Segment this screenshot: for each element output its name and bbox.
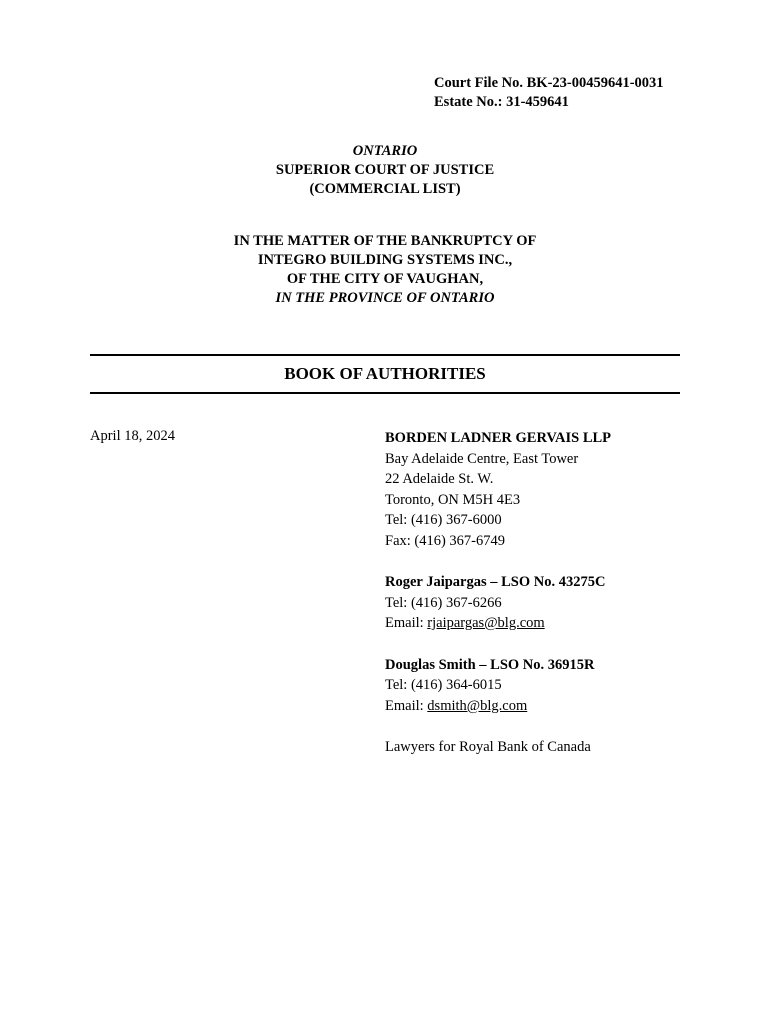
firm-address-3: Toronto, ON M5H 4E3 [385, 491, 521, 508]
matter-line-1: IN THE MATTER OF THE BANKRUPTCY OF [233, 233, 537, 249]
court-file-number: Court File No. BK-23-00459641-0031 [434, 75, 664, 91]
document-date: April 18, 2024 [90, 428, 175, 444]
matter-line-4: IN THE PROVINCE OF ONTARIO [275, 290, 495, 306]
firm-fax: Fax: (416) 367-6749 [385, 532, 506, 549]
lawyer-2-email-label: Email: [385, 697, 428, 714]
lawyer-2-tel: Tel: (416) 364-6015 [385, 677, 502, 693]
court-list: (COMMERCIAL LIST) [309, 181, 461, 197]
matter-line-3: OF THE CITY OF VAUGHAN, [286, 271, 484, 287]
title-rule-top [90, 354, 680, 356]
firm-address-2: 22 Adelaide St. W. [385, 471, 494, 487]
court-heading [0, 142, 770, 199]
lawyer-2-email-link[interactable]: dsmith@blg.com [427, 697, 528, 714]
lawyer-1-name: Roger Jaipargas – LSO No. 43275C [385, 574, 606, 590]
firm-tel: Tel: (416) 367-6000 [385, 512, 502, 528]
title-rule-bottom [90, 392, 680, 394]
lawyer-2-email-row [385, 696, 611, 717]
firm-name: BORDEN LADNER GERVAIS LLP [385, 430, 612, 446]
counsel-block [385, 428, 611, 758]
file-info [434, 74, 664, 112]
estate-number: Estate No.: 31-459641 [434, 94, 569, 110]
lawyer-1-email-label: Email: [385, 615, 428, 631]
document-title: BOOK OF AUTHORITIES [284, 364, 486, 383]
court-name: SUPERIOR COURT OF JUSTICE [275, 162, 495, 178]
firm-address-1: Bay Adelaide Centre, East Tower [385, 450, 579, 467]
lawyer-1-email-link[interactable]: rjaipargas@blg.com [427, 615, 545, 631]
lawyer-2-name: Douglas Smith – LSO No. 36915R [385, 656, 595, 673]
lawyer-1-email-row [385, 613, 611, 634]
province: ONTARIO [352, 143, 418, 159]
client-designation: Lawyers for Royal Bank of Canada [385, 739, 591, 755]
matter-line-2: INTEGRO BUILDING SYSTEMS INC., [257, 252, 513, 268]
matter-heading [0, 232, 770, 308]
lawyer-1-tel: Tel: (416) 367-6266 [385, 594, 502, 611]
